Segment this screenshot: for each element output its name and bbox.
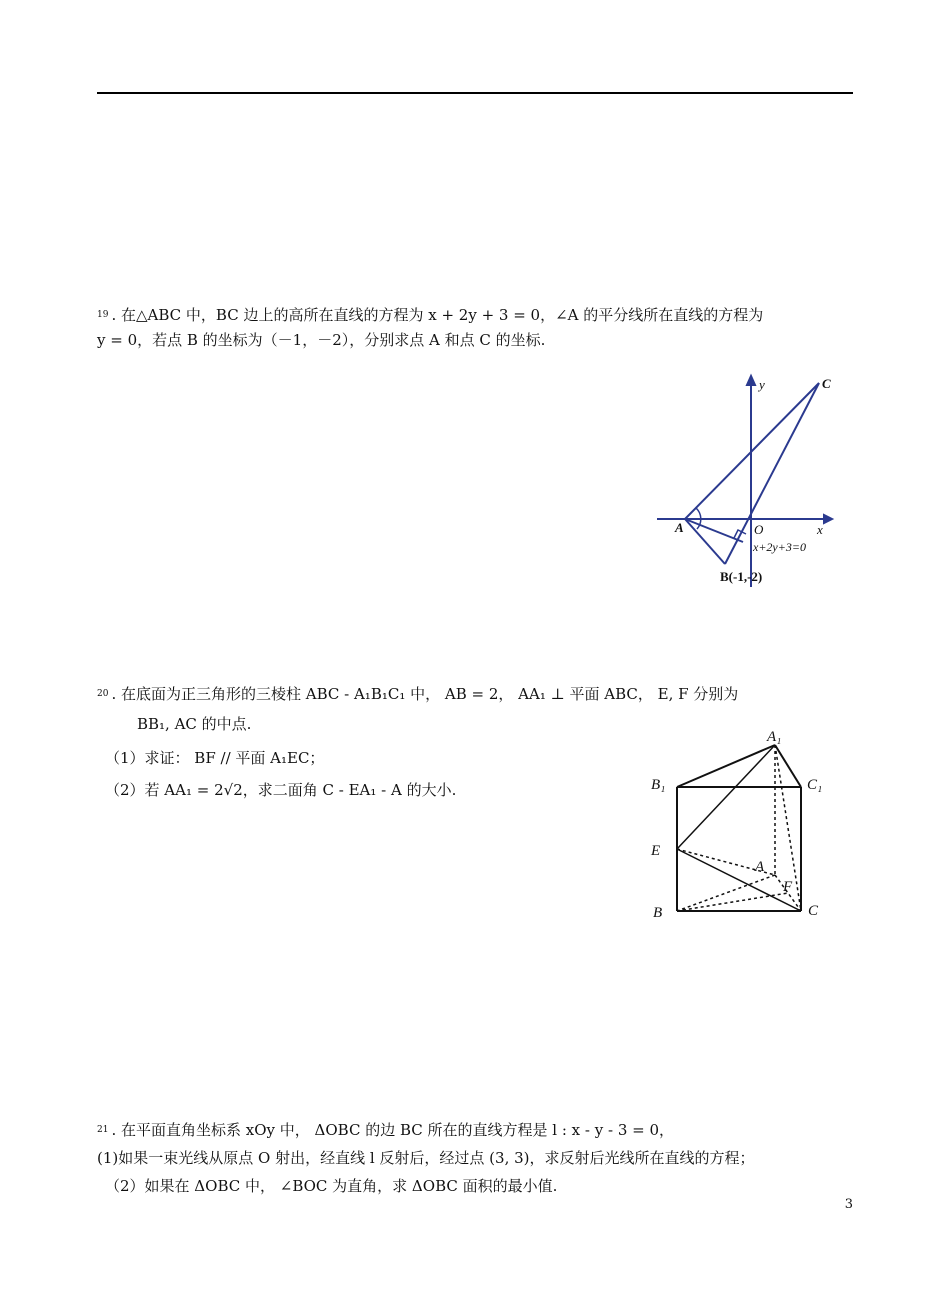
q19-side-bc — [725, 383, 819, 564]
q21-line-2 — [97, 1148, 755, 1168]
q20-part-2 — [105, 780, 456, 800]
q20-a1-label: A₁ — [767, 729, 782, 745]
q21-line-3 — [105, 1176, 557, 1196]
q20-edge-a1b1 — [677, 745, 775, 787]
q19-c-label: C — [822, 376, 831, 391]
page-number: 3 — [844, 1197, 853, 1212]
q20-text-1: . 在底面为正三角形的三棱柱 ABC - A₁B₁C₁ 中， AB = 2， AA₁ ⊥ 平面 ABC， E, F 分别为 — [111, 685, 739, 703]
q19-side-ab — [685, 519, 725, 564]
q19-x-label: x — [817, 522, 823, 537]
q19-y-label: y — [759, 377, 765, 392]
header-rule — [97, 92, 853, 94]
q20-part-1 — [105, 748, 324, 768]
q20-b1-label: B₁ — [651, 777, 666, 793]
q20-e-label: E — [651, 843, 661, 859]
q19-line-2 — [97, 330, 545, 350]
q20-edge-ab — [677, 875, 775, 911]
q20-edge-ea1 — [677, 745, 775, 849]
q19-altitude — [685, 519, 743, 542]
q19-b-label: B(-1,-2) — [720, 569, 763, 584]
q20-edge-a1c1 — [775, 745, 801, 787]
q19-x-arrow — [824, 515, 832, 523]
q20-line-2 — [137, 714, 251, 734]
q20-figure — [645, 725, 835, 925]
q19-figure — [652, 372, 842, 590]
q20-b-label: B — [653, 905, 663, 921]
q21-line-1 — [97, 1120, 674, 1140]
q21-text-3: （2）如果在 ΔOBC 中， ∠BOC 为直角，求 ΔOBC 面积的最小值. — [105, 1177, 558, 1195]
q20-c-label: C — [808, 903, 819, 919]
q19-a-label: A — [675, 520, 684, 535]
q19-y-arrow — [747, 376, 755, 385]
q20-text-part-1: （1）求证： BF // 平面 A₁EC； — [105, 749, 325, 767]
q19-o-label: O — [754, 522, 764, 537]
q21-text-1: . 在平面直角坐标系 xOy 中， ΔOBC 的边 BC 所在的直线方程是 l : x - y - 3 = 0， — [111, 1121, 675, 1139]
q20-number: 20 — [97, 689, 109, 699]
q20-text-part-2: （2）若 AA₁ = 2√2，求二面角 C - EA₁ - A 的大小. — [105, 781, 457, 799]
q20-f-label: F — [783, 879, 793, 895]
q20-line-1 — [97, 684, 738, 704]
q19-text-2: y = 0，若点 B 的坐标为（－1，－2），分别求点 A 和点 C 的坐标. — [97, 331, 546, 349]
q19-eq-label: x+2y+3=0 — [753, 540, 806, 554]
q21-number: 21 — [97, 1125, 109, 1135]
q19-text-1: . 在△ABC 中，BC 边上的高所在直线的方程为 x + 2y + 3 = 0，∠A 的平分线所在直线的方程为 — [111, 306, 764, 324]
q21-text-2: (1)如果一束光线从原点 O 射出，经直线 l 反射后，经过点 (3, 3)，求反射后光线所在直线的方程； — [97, 1149, 755, 1167]
q20-c1-label: C₁ — [807, 777, 823, 793]
q19-line-1 — [97, 305, 763, 325]
q20-text-2: BB₁, AC 的中点. — [137, 715, 252, 733]
q19-number: 19 — [97, 310, 109, 320]
q20-a-label: A — [755, 859, 765, 875]
